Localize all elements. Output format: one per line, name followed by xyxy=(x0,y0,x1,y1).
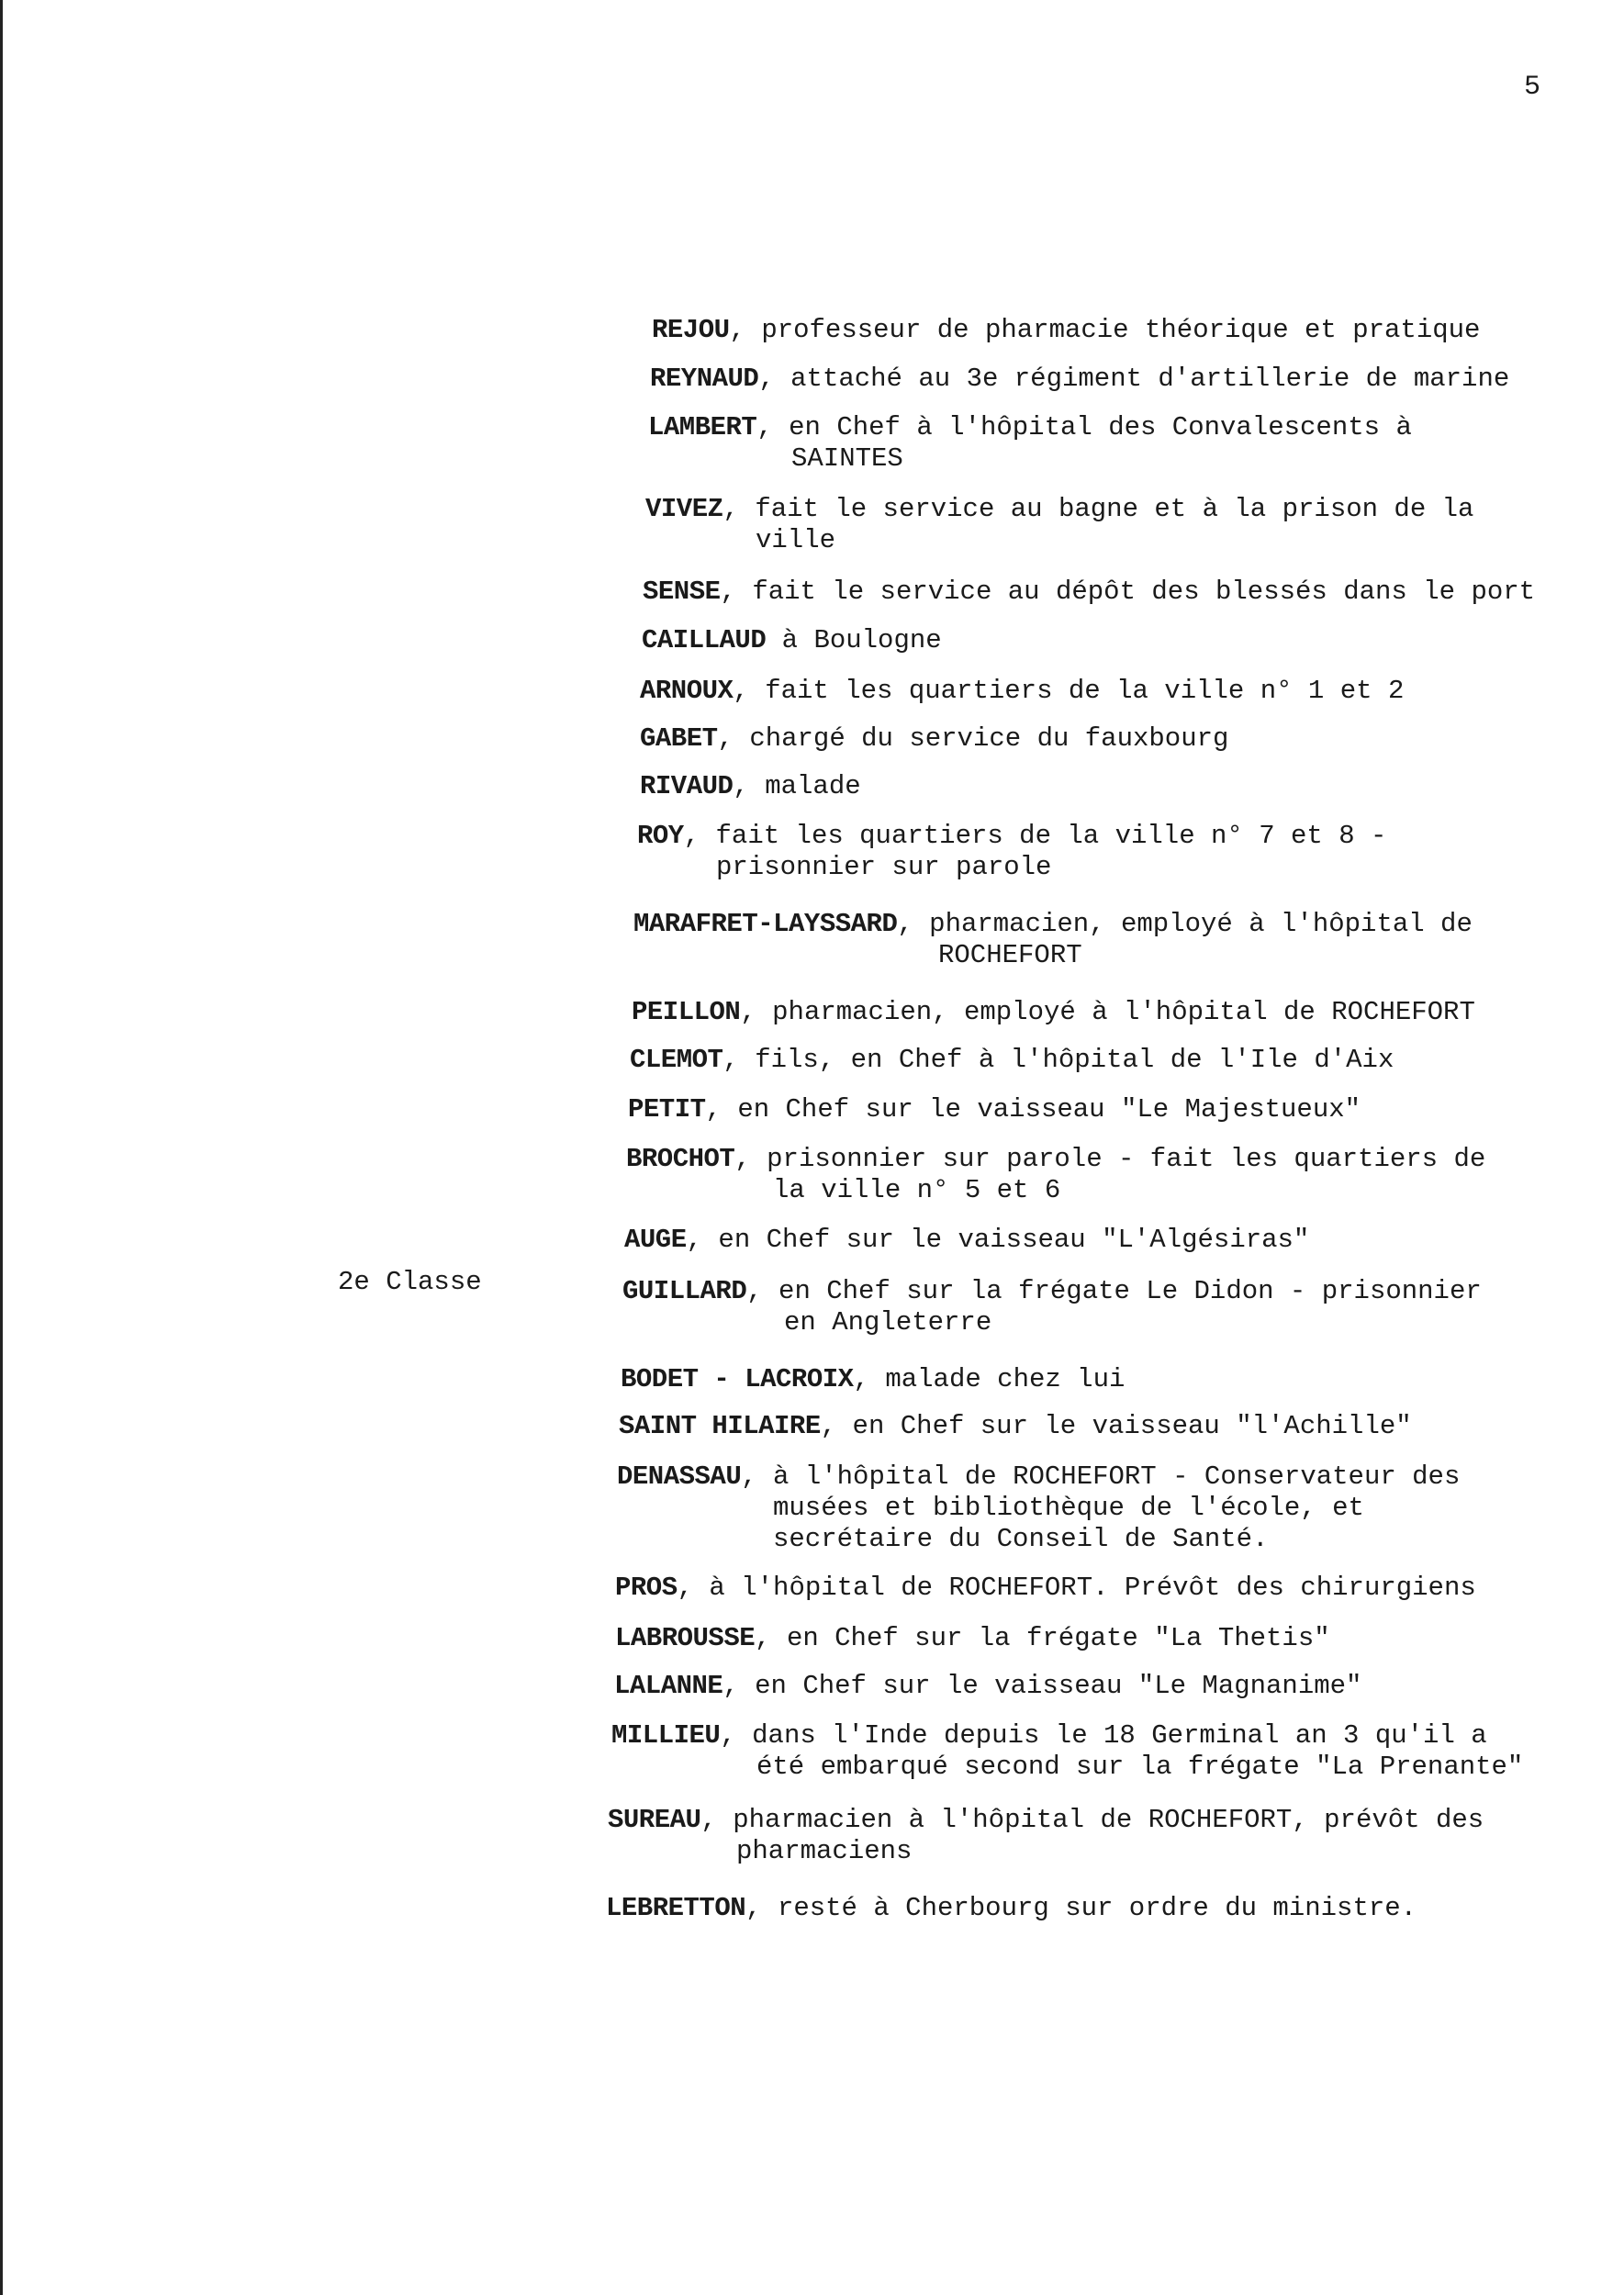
entry-name: ROY xyxy=(637,821,684,851)
list-item xyxy=(650,364,1509,395)
page-edge-line xyxy=(0,0,3,2295)
entry-continuation: ville xyxy=(756,525,836,555)
list-item xyxy=(640,723,1228,755)
entry-text: , en Chef sur le vaisseau "l'Achille" xyxy=(820,1411,1412,1441)
entry-name: PEILLON xyxy=(632,997,741,1027)
entry-text: , en Chef sur la frégate "La Thetis" xyxy=(755,1623,1330,1653)
list-item xyxy=(621,1364,1125,1395)
entry-name: MILLIEU xyxy=(611,1720,721,1751)
list-item xyxy=(648,412,1412,475)
entry-continuation: la ville n° 5 et 6 xyxy=(773,1175,1061,1205)
entry-name: REYNAUD xyxy=(650,364,759,394)
entry-text: , malade xyxy=(733,771,861,801)
list-item xyxy=(640,676,1404,707)
entry-name: SENSE xyxy=(643,577,721,607)
entry-continuation: en Angleterre xyxy=(784,1307,992,1338)
list-item xyxy=(614,1671,1361,1702)
entry-text: , à l'hôpital de ROCHEFORT - Conservateur des xyxy=(741,1461,1461,1492)
entry-name: LEBRETTON xyxy=(606,1893,746,1923)
entry-name: ARNOUX xyxy=(640,676,734,706)
entry-name: LALANNE xyxy=(614,1671,723,1701)
entry-text: , dans l'Inde depuis le 18 Germinal an 3 qu'il a xyxy=(720,1720,1487,1751)
entry-text: , pharmacien, employé à l'hôpital de ROCHEFORT xyxy=(740,997,1475,1027)
entry-continuation: secrétaire du Conseil de Santé. xyxy=(773,1524,1269,1554)
entry-name: AUGE xyxy=(624,1225,687,1255)
entry-text: , en Chef sur le vaisseau "Le Magnanime" xyxy=(722,1671,1362,1701)
entry-text: , fait les quartiers de la ville n° 7 et 8 - xyxy=(683,821,1387,851)
entry-name: PETIT xyxy=(628,1094,706,1125)
entry-continuation: pharmaciens xyxy=(736,1836,913,1866)
entry-continuation: musées et bibliothèque de l'école, et xyxy=(773,1493,1364,1523)
entry-name: SAINT HILAIRE xyxy=(619,1411,821,1441)
list-item xyxy=(645,494,1473,556)
entry-text: , en Chef sur le vaisseau "L'Algésiras" xyxy=(686,1225,1310,1255)
list-item xyxy=(619,1411,1412,1442)
entry-name: LAMBERT xyxy=(648,412,757,442)
entry-name: REJOU xyxy=(652,315,730,345)
entry-name: RIVAUD xyxy=(640,771,734,801)
entry-name: CLEMOT xyxy=(630,1045,723,1075)
list-item xyxy=(615,1573,1476,1604)
entry-name: GABET xyxy=(640,723,718,754)
entry-text: , chargé du service du fauxbourg xyxy=(717,723,1229,754)
entry-continuation: été embarqué second sur la frégate "La Prenante" xyxy=(756,1752,1524,1782)
entry-name: BODET - LACROIX xyxy=(621,1364,854,1394)
entry-text: , malade chez lui xyxy=(853,1364,1126,1394)
list-item xyxy=(632,997,1475,1028)
entry-name: VIVEZ xyxy=(645,494,723,524)
list-item xyxy=(606,1893,1417,1924)
entry-text: , pharmacien à l'hôpital de ROCHEFORT, prévôt des xyxy=(700,1805,1484,1835)
list-item xyxy=(608,1805,1484,1867)
list-item xyxy=(630,1045,1394,1076)
list-item xyxy=(633,909,1473,971)
entry-text: , en Chef sur le vaisseau "Le Majestueux" xyxy=(705,1094,1361,1125)
list-item xyxy=(628,1094,1361,1125)
entry-text: , fait le service au dépôt des blessés dans le port xyxy=(720,577,1536,607)
entry-text: , pharmacien, employé à l'hôpital de xyxy=(897,909,1473,939)
entry-text: , à l'hôpital de ROCHEFORT. Prévôt des chirurgiens xyxy=(677,1573,1476,1603)
entry-name: BROCHOT xyxy=(626,1144,735,1174)
entry-continuation: prisonnier sur parole xyxy=(716,852,1052,882)
list-item xyxy=(652,315,1480,346)
entry-text: , en Chef à l'hôpital des Convalescents à xyxy=(756,412,1412,442)
entry-name: DENASSAU xyxy=(617,1461,742,1492)
entry-text: , attaché au 3e régiment d'artillerie de marine xyxy=(758,364,1510,394)
list-item xyxy=(640,771,861,802)
entry-text: , fait le service au bagne et à la prison de la xyxy=(722,494,1474,524)
entry-text: , fils, en Chef à l'hôpital de l'Ile d'Aix xyxy=(722,1045,1394,1075)
entry-text: à Boulogne xyxy=(766,625,942,655)
page-number: 5 xyxy=(1524,72,1541,103)
entry-text: , resté à Cherbourg sur ordre du ministre. xyxy=(745,1893,1417,1923)
entry-name: LABROUSSE xyxy=(615,1623,756,1653)
entry-name: GUILLARD xyxy=(622,1276,747,1306)
list-item xyxy=(622,1276,1482,1338)
entry-text: , en Chef sur la frégate Le Didon - prisonnier xyxy=(746,1276,1482,1306)
list-item xyxy=(637,821,1386,883)
list-item xyxy=(642,625,942,656)
entry-text: , fait les quartiers de la ville n° 1 et 2 xyxy=(733,676,1405,706)
entry-text: , professeur de pharmacie théorique et pratique xyxy=(729,315,1481,345)
entry-name: MARAFRET-LAYSSARD xyxy=(633,909,898,939)
entry-name: SUREAU xyxy=(608,1805,701,1835)
list-item xyxy=(615,1623,1330,1654)
list-item xyxy=(611,1720,1523,1783)
entry-text: , prisonnier sur parole - fait les quartiers de xyxy=(734,1144,1486,1174)
entry-name: CAILLAUD xyxy=(642,625,767,655)
entry-continuation: SAINTES xyxy=(791,443,903,474)
entry-continuation: ROCHEFORT xyxy=(938,940,1082,970)
section-label: 2e Classe xyxy=(338,1267,482,1297)
list-item xyxy=(617,1461,1460,1555)
list-item xyxy=(626,1144,1485,1206)
entry-name: PROS xyxy=(615,1573,678,1603)
list-item xyxy=(624,1225,1309,1256)
list-item xyxy=(643,577,1535,608)
